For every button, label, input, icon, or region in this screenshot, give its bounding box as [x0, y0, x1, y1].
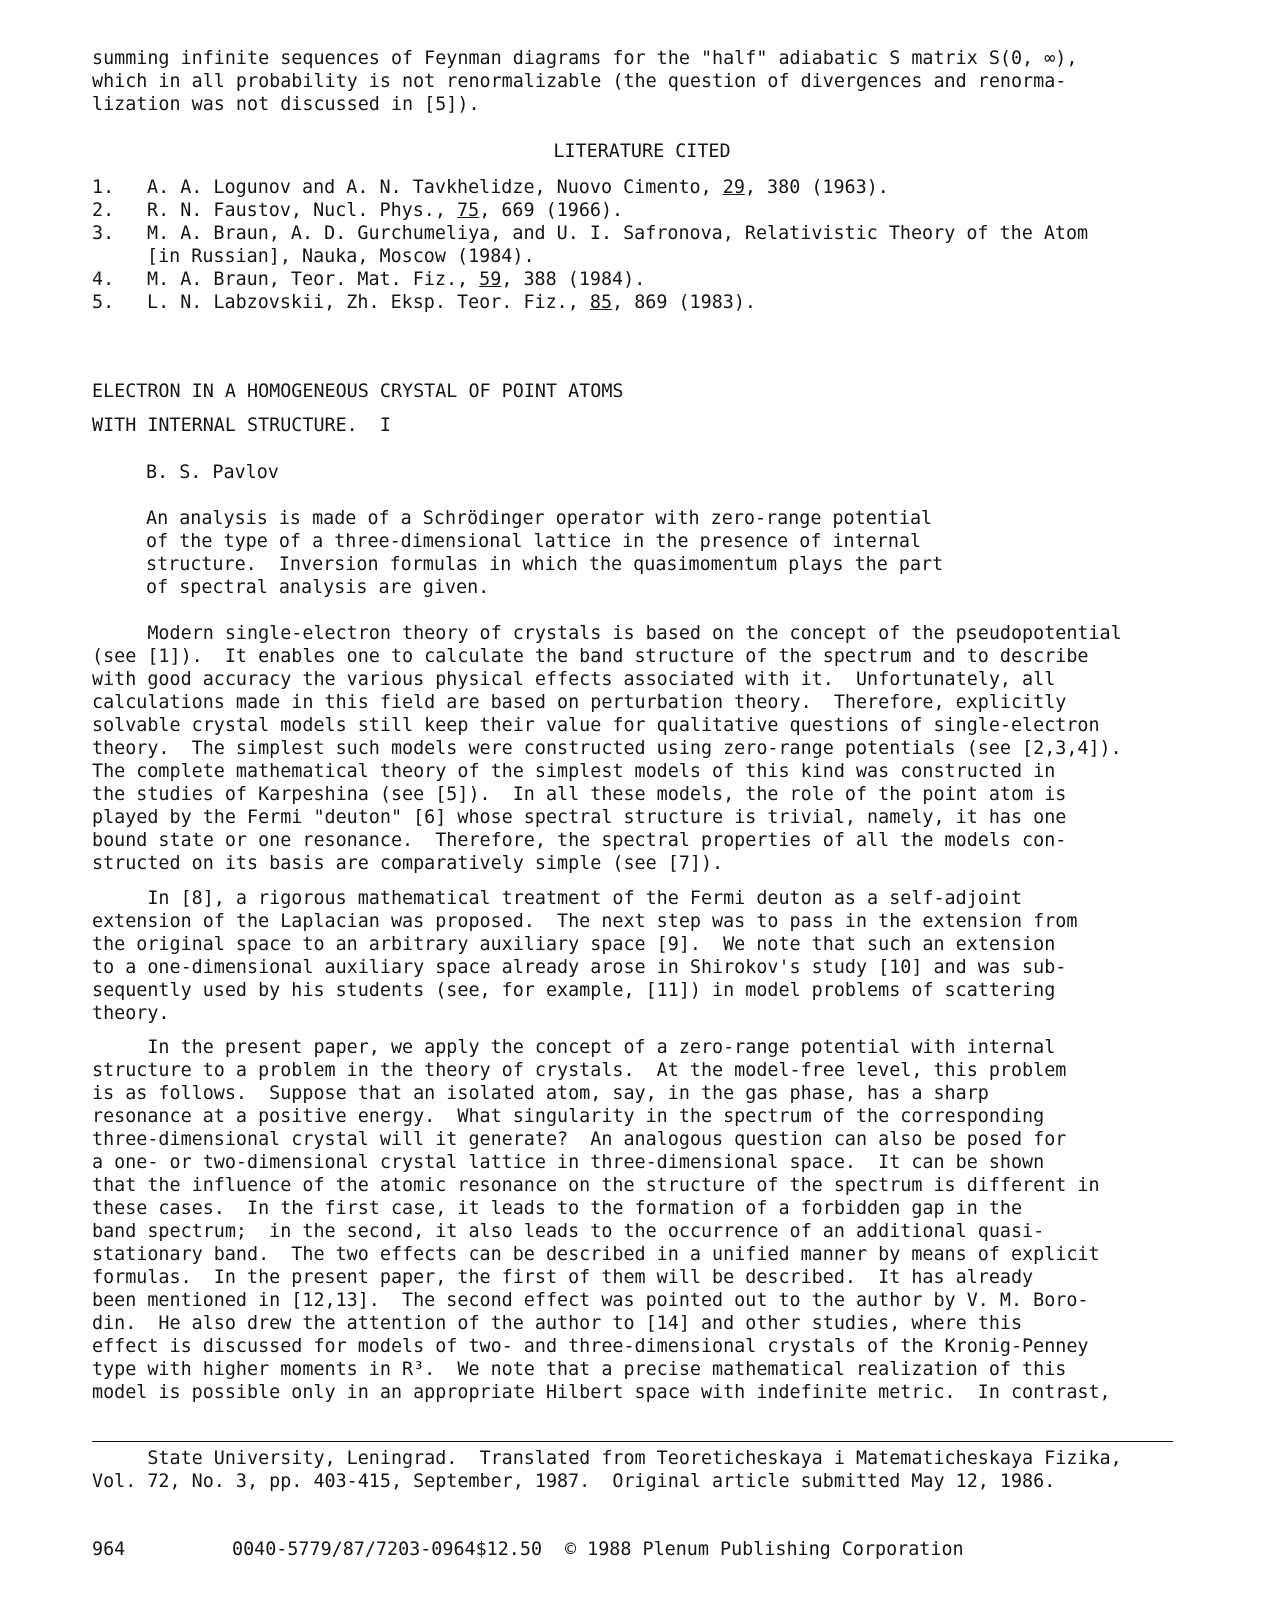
reference-item [92, 222, 1192, 268]
abstract [146, 507, 1246, 599]
text-line: which in all probability is not renormalizable (the question of divergences and renorma- [92, 71, 1067, 92]
footnote [92, 1447, 1192, 1493]
text-line: An analysis is made of a Schrödinger operator with zero-range potential [146, 508, 933, 529]
text-line: three-dimensional crystal will it generate? An analogous question can also be posed for [92, 1129, 1067, 1150]
title-line: WITH INTERNAL STRUCTURE. I [92, 415, 391, 436]
page-number: 964 [92, 1539, 126, 1560]
text-line: formulas. In the present paper, the first of them will be described. It has already [92, 1267, 1034, 1288]
text-line: a one- or two-dimensional crystal lattice in three-dimensional space. It can be shown [92, 1152, 1045, 1173]
continuation-paragraph [92, 47, 1192, 116]
author-name: B. S. Pavlov [146, 462, 279, 483]
body-paragraph-2 [92, 887, 1192, 1025]
reference-text: M. A. Braun, Teor. Mat. Fiz., 59, 388 (1984). [147, 269, 646, 290]
text-line: din. He also drew the attention of the author to [14] and other studies, where this [92, 1313, 1023, 1334]
text-line: with good accuracy the various physical effects associated with it. Unfortunately, all [92, 669, 1056, 690]
text-line: the studies of Karpeshina (see [5]). In all these models, the role of the point atom is [92, 784, 1067, 805]
text-line: summing infinite sequences of Feynman diagrams for the "half" adiabatic S matrix S(0, ∞), [92, 48, 1078, 69]
reference-text: A. A. Logunov and A. N. Tavkhelidze, Nuovo Cimento, 29, 380 (1963). [147, 177, 889, 198]
reference-item [92, 199, 1192, 222]
text-line: is as follows. Suppose that an isolated atom, say, in the gas phase, has a sharp [92, 1083, 989, 1104]
text-line: solvable crystal models still keep their value for qualitative questions of single-electron [92, 715, 1100, 736]
text-line: that the influence of the atomic resonance on the structure of the spectrum is different in [92, 1175, 1100, 1196]
text-line: Vol. 72, No. 3, pp. 403-415, September, 1987. Original article submitted May 12, 1986. [92, 1471, 1056, 1492]
reference-item [92, 176, 1192, 199]
text-line: The complete mathematical theory of the simplest models of this kind was constructed in [92, 761, 1056, 782]
article-title [92, 380, 1192, 403]
text-line: type with higher moments in R³. We note that a precise mathematical realization of this [92, 1359, 1067, 1380]
reference-number: 3. [92, 223, 115, 244]
body-paragraph-1 [92, 622, 1192, 875]
text-line: structure to a problem in the theory of crystals. At the model-free level, this problem [92, 1060, 1067, 1081]
reference-number: 2. [92, 200, 115, 221]
text-line: structed on its basis are comparatively simple (see [7]). [92, 853, 724, 874]
text-line: of spectral analysis are given. [146, 577, 490, 598]
text-line: been mentioned in [12,13]. The second effect was pointed out to the author by V. M. Boro- [92, 1290, 1089, 1311]
literature-heading: LITERATURE CITED [553, 141, 731, 162]
reference-text: L. N. Labzovskii, Zh. Eksp. Teor. Fiz., 85, 869 (1983). [147, 292, 756, 313]
reference-list [92, 176, 1192, 314]
text-line: calculations made in this field are based on perturbation theory. Therefore, explicitly [92, 692, 1067, 713]
reference-number: 1. [92, 177, 115, 198]
footnote-divider [92, 1441, 1173, 1442]
text-line: theory. [92, 1003, 170, 1024]
copyright-notice: © 1988 Plenum Publishing Corporation [565, 1539, 964, 1560]
text-line: these cases. In the first case, it leads to the formation of a forbidden gap in the [92, 1198, 1023, 1219]
body-paragraph-3 [92, 1036, 1192, 1404]
text-line: of the type of a three-dimensional lattice in the presence of internal [146, 531, 922, 552]
text-line: lization was not discussed in [5]). [92, 94, 480, 115]
text-line: to a one-dimensional auxiliary space already arose in Shirokov's study [10] and was sub- [92, 957, 1067, 978]
text-line: In [8], a rigorous mathematical treatment of the Fermi deuton as a self-adjoint [92, 888, 1023, 909]
text-line: band spectrum; in the second, it also leads to the occurrence of an additional quasi- [92, 1221, 1045, 1242]
text-line: extension of the Laplacian was proposed. The next step was to pass in the extension from [92, 911, 1078, 932]
text-line: Modern single-electron theory of crystals is based on the concept of the pseudopotential [92, 623, 1122, 644]
reference-item [92, 268, 1192, 291]
reference-text: M. A. Braun, A. D. Gurchumeliya, and U. I. Safronova, Relativistic Theory of the Atom [in Russian], Nauka, Moscow (1984). [147, 223, 1089, 267]
text-line: theory. The simplest such models were constructed using zero-range potentials (see [2,3,4]). [92, 738, 1122, 759]
text-line: (see [1]). It enables one to calculate the band structure of the spectrum and to describe [92, 646, 1089, 667]
text-line: effect is discussed for models of two- and three-dimensional crystals of the Kronig-Penney [92, 1336, 1089, 1357]
title-line: ELECTRON IN A HOMOGENEOUS CRYSTAL OF POINT ATOMS [92, 381, 624, 402]
reference-item [92, 291, 1192, 314]
price-code: 0040-5779/87/7203-0964$12.50 [232, 1539, 543, 1560]
text-line: the original space to an arbitrary auxiliary space [9]. We note that such an extension [92, 934, 1056, 955]
text-line: bound state or one resonance. Therefore, the spectral properties of all the models con- [92, 830, 1067, 851]
text-line: In the present paper, we apply the concept of a zero-range potential with internal [92, 1037, 1056, 1058]
text-line: State University, Leningrad. Translated from Teoreticheskaya i Matematicheskaya Fizika, [92, 1448, 1122, 1469]
reference-text: R. N. Faustov, Nucl. Phys., 75, 669 (1966). [147, 200, 624, 221]
text-line: sequently used by his students (see, for example, [11]) in model problems of scattering [92, 980, 1056, 1001]
reference-number: 4. [92, 269, 115, 290]
text-line: structure. Inversion formulas in which the quasimomentum plays the part [146, 554, 944, 575]
text-line: stationary band. The two effects can be described in a unified manner by means of explicit [92, 1244, 1100, 1265]
text-line: resonance at a positive energy. What singularity in the spectrum of the corresponding [92, 1106, 1045, 1127]
text-line: model is possible only in an appropriate Hilbert space with indefinite metric. In contrast, [92, 1382, 1111, 1403]
text-line: played by the Fermi "deuton" [6] whose spectral structure is trivial, namely, it has one [92, 807, 1067, 828]
article-title-continued [92, 414, 1192, 437]
reference-number: 5. [92, 292, 115, 313]
